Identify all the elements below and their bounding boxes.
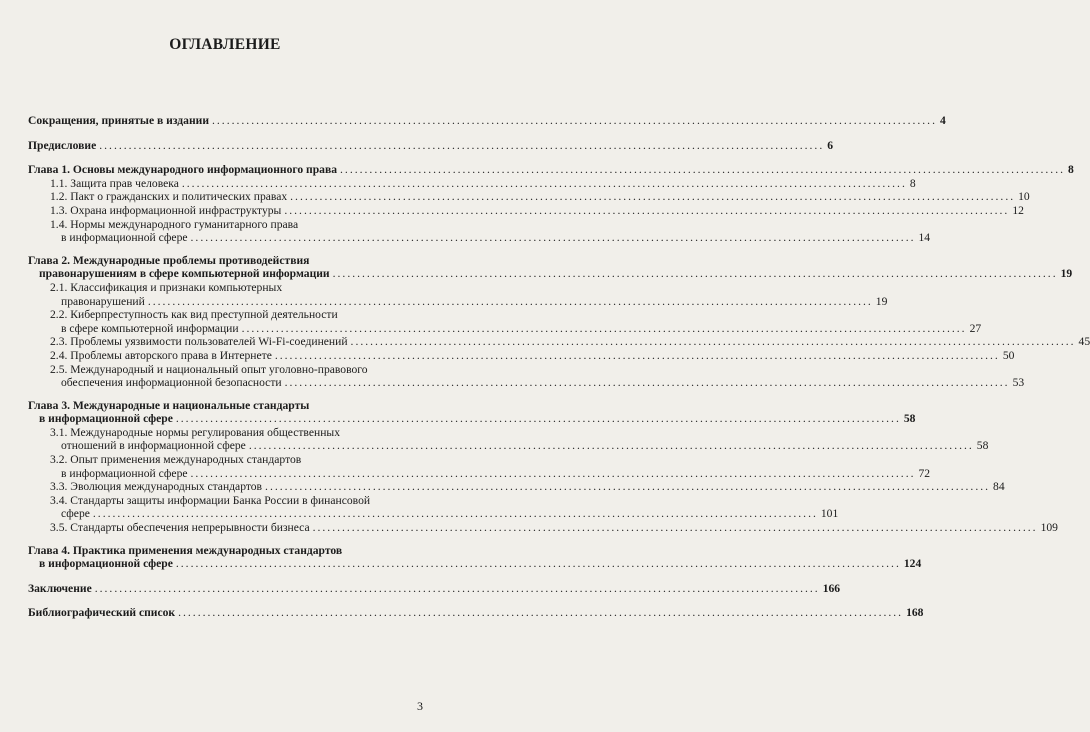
toc-entry-3-3: 3.3. Эволюция международных стандартов ..... 84 xyxy=(50,480,420,494)
toc-entry-2-4: 2.4. Проблемы авторского права в Интернете ..... 50 xyxy=(50,349,420,363)
toc-entry-3-1: 3.1. Международные нормы регулирования общественных отношений в информационной сфере ..... 58 xyxy=(50,426,420,453)
toc-entry-2-1: 2.1. Классификация и признаки компьютерных правонарушений ..... 19 xyxy=(50,281,420,308)
toc-entry-chapter-2: Глава 2. Международные проблемы противодействия правонарушениям в сфере компьютерной информации ..... 19 xyxy=(28,254,420,281)
toc-entry-1-4: 1.4. Нормы международного гуманитарного права в информационной сфере ..... 14 xyxy=(50,218,420,245)
toc-entry-2-2: 2.2. Киберпреступность как вид преступной деятельности в сфере компьютерной информации ..... 27 xyxy=(50,308,420,335)
toc-entry-3-2: 3.2. Опыт применения международных стандартов в информационной сфере ..... 72 xyxy=(50,453,420,480)
toc-entry-3-4: 3.4. Стандарты защиты информации Банка России в финансовой сфере ..... 101 xyxy=(50,494,420,521)
toc-entry-2-3: 2.3. Проблемы уязвимости пользователей Wi-Fi-соединений ..... 45 xyxy=(50,335,420,349)
table-of-contents xyxy=(28,114,1090,620)
toc-entry-2-5: 2.5. Международный и национальный опыт уголовно-правового обеспечения информационной безопасности ..... 53 xyxy=(50,363,420,390)
toc-entry-1-2: 1.2. Пакт о гражданских и политических правах ..... 10 xyxy=(50,190,420,204)
toc-entry-chapter-3: Глава 3. Международные и национальные стандарты в информационной сфере ..... 58 xyxy=(28,399,420,426)
page-number: 3 xyxy=(417,699,423,713)
toc-entry-1-3: 1.3. Охрана информационной инфраструктуры ..... 12 xyxy=(50,204,420,218)
toc-entry-1-1: 1.1. Защита прав человека ..... 8 xyxy=(50,177,420,191)
page-title: ОГЛАВЛЕНИЕ xyxy=(169,36,281,53)
toc-entry-chapter-1: Глава 1. Основы международного информационного права ..... 8 xyxy=(28,163,420,177)
toc-entry-abbreviations: Сокращения, принятые в издании ..... 4 xyxy=(28,114,420,128)
toc-entry-chapter-4: Глава 4. Практика применения международных стандартов в информационной сфере ..... 124 xyxy=(28,544,420,571)
toc-entry-preface: Предисловие ..... 6 xyxy=(28,139,420,153)
toc-entry-bibliography: Библиографический список ..... 168 xyxy=(28,606,420,620)
toc-entry-conclusion: Заключение ..... 166 xyxy=(28,582,420,596)
toc-entry-3-5: 3.5. Стандарты обеспечения непрерывности бизнеса ..... 109 xyxy=(50,521,420,535)
